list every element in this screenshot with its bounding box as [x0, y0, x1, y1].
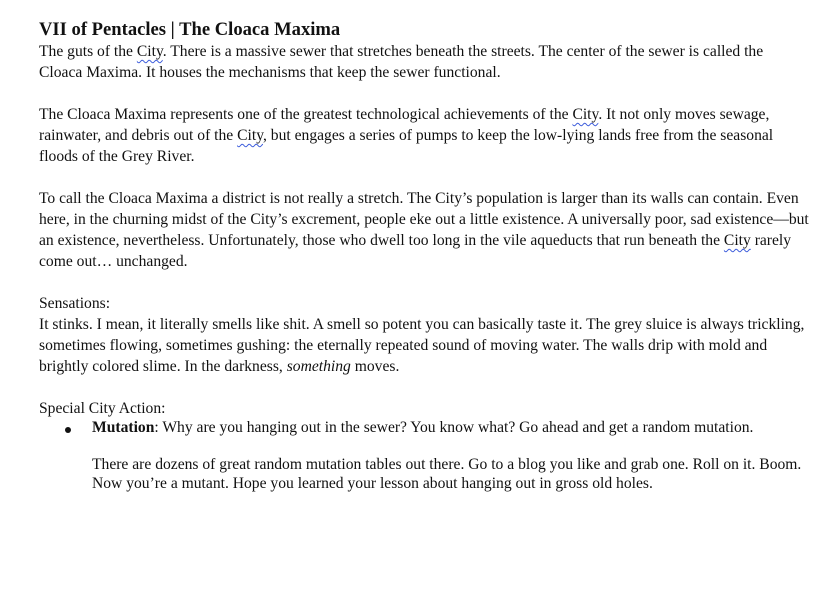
sensations-label: Sensations:	[39, 295, 111, 312]
paragraph-technology	[39, 104, 809, 167]
spellcheck-word-city[interactable]: City	[572, 106, 599, 123]
special-action-list	[39, 419, 809, 493]
special-action-label: Special City Action:	[39, 400, 166, 417]
mutation-tables-paragraph: There are dozens of great random mutation tables out there. Go to a blog you like and grab one. Roll on it. Boom. Now you’re a mutant. Hope you learned your lesson about hanging out in gross old holes.	[92, 456, 802, 492]
paragraph-intro	[39, 41, 809, 83]
paragraph-sensations	[39, 314, 809, 377]
paragraph-intro-text-b: . There is a massive sewer that stretches beneath the streets. The center of the sewer is called the Cloaca Maxima. It houses the mechanisms that keep the sewer functional.	[39, 43, 764, 81]
paragraph-district-text-b: rarely come out… unchanged.	[39, 232, 792, 270]
paragraph-technology-text-b: . It not only moves sewage, rainwater, and debris out of the	[39, 106, 770, 144]
list-item	[39, 419, 809, 493]
spellcheck-word-city[interactable]: City	[723, 232, 751, 249]
page-title: VII of Pentacles | The Cloaca Maxima	[39, 19, 341, 40]
mutation-description	[92, 419, 809, 438]
paragraph-sensations-text-a: It stinks. I mean, it literally smells like shit. A smell so potent you can basically taste it. The grey sluice is always trickling, sometimes flowing, sometimes gushing: the eternally repeated sound of moving water. The walls drip with mold and brightly colored slime. In the darkness,	[39, 316, 805, 375]
document-body	[39, 19, 809, 512]
paragraph-district	[39, 188, 809, 272]
paragraph-technology-text-a: The Cloaca Maxima represents one of the greatest technological achievements of the	[39, 106, 573, 123]
emphasis-something: something	[286, 358, 351, 375]
paragraph-technology-text-c: , but engages a series of pumps to keep the low-lying lands free from the seasonal floods of the Grey River.	[39, 127, 774, 165]
paragraph-sensations-text-b: moves.	[350, 358, 400, 375]
paragraph-intro-text-a: The guts of the	[39, 43, 137, 60]
bullet-icon	[65, 427, 71, 433]
spellcheck-word-city[interactable]: City	[237, 127, 263, 144]
mutation-text: : Why are you hanging out in the sewer? You know what? Go ahead and get a random mutation.	[154, 419, 754, 436]
spellcheck-word-city[interactable]: City	[136, 43, 163, 60]
mutation-heading: Mutation	[92, 419, 155, 436]
paragraph-district-text-a: To call the Cloaca Maxima a district is not really a stretch. The City’s population is larger than its walls can contain. Even here, in the churning midst of the City’s excrement, people eke out a little existence. A universally poor, sad existence—but an existence, nevertheless. Unfortunately, those who dwell too long in the vile aqueducts that run beneath the	[39, 190, 809, 249]
